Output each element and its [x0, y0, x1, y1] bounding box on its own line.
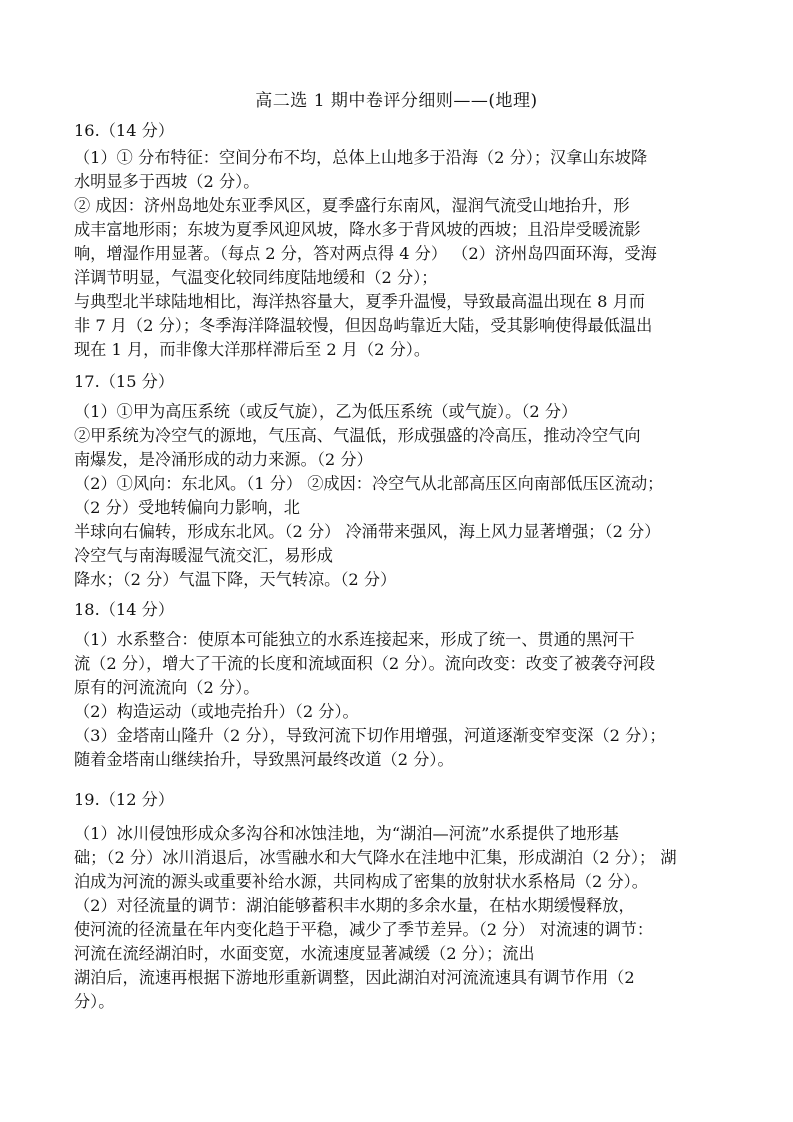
text-line: ②甲系统为冷空气的源地，气压高、气温低，形成强盛的冷高压，推动冷空气向 — [74, 426, 641, 445]
text-line: ② 成因：济州岛地处东亚季风区，夏季盛行东南风，湿润气流受山地抬升，形 — [74, 196, 630, 215]
text-line: 洋调节明显，气温变化较同纬度陆地缓和（2 分）； — [74, 268, 438, 287]
text-line: 降水；（2 分）气温下降，天气转凉。（2 分） — [74, 570, 397, 589]
text-line: （1）冰川侵蚀形成众多沟谷和冰蚀洼地，为“湖泊—河流”水系提供了地形基 — [74, 824, 619, 843]
text-line: （1）①甲为高压系统（或反气旋），乙为低压系统（或气旋）。（2 分） — [74, 402, 578, 421]
text-line: 使河流的径流量在年内变化趋于平稳，减少了季节差异。（2 分） 对流速的调节： — [74, 920, 654, 939]
text-line: 水明显多于西坡（2 分）。 — [74, 172, 260, 191]
text-line: 现在 1 月，而非像大洋那样滞后至 2 月（2 分）。 — [74, 340, 431, 359]
text-line: 随着金塔南山继续抬升，导致黑河最终改道（2 分）。 — [74, 750, 454, 769]
text-line: 响，增湿作用显著。（每点 2 分，答对两点得 4 分） （2）济州岛四面环海，受海 — [74, 244, 657, 263]
text-line: 成丰富地形雨；东坡为夏季风迎风坡，降水多于背风坡的西坡；且沿岸受暖流影 — [74, 220, 641, 239]
text-line: （2）对径流量的调节：湖泊能够蓄积丰水期的多余水量，在枯水期缓慢释放， — [74, 896, 635, 915]
text-line: 泊成为河流的源头或重要补给水源，共同构成了密集的放射状水系格局（2 分）。 — [74, 872, 648, 891]
text-line: 河流在流经湖泊时，水面变宽，水流速度显著减缓（2 分）；流出 — [74, 944, 535, 963]
text-line: 湖泊后，流速再根据下游地形重新调整，因此湖泊对河流流速具有调节作用（2 — [74, 968, 635, 987]
question-16-header: 16.（14 分） — [74, 121, 175, 140]
question-19-header: 19.（12 分） — [74, 790, 175, 809]
text-line: （3）金塔南山隆升（2 分），导致河流下切作用增强，河道逐渐变窄变深（2 分）； — [74, 726, 666, 745]
text-line: 流（2 分），增大了干流的长度和流域面积（2 分）。流向改变：改变了被袭夺河段 — [74, 654, 656, 673]
page-title: 高二选 1 期中卷评分细则——(地理) — [255, 91, 538, 111]
text-line: 分）。 — [74, 992, 115, 1011]
text-line: （2）构造运动（或地壳抬升）（2 分）。 — [74, 702, 359, 721]
question-18-header: 18.（14 分） — [74, 600, 175, 619]
text-line: 原有的河流流向（2 分）。 — [74, 678, 260, 697]
text-line: 冷空气与南海暖湿气流交汇，易形成 — [74, 546, 333, 565]
text-line: 非 7 月（2 分）；冬季海洋降温较慢，但因岛屿靠近大陆，受其影响使得最低温出 — [74, 316, 653, 335]
text-line: 础；（2 分）冰川消退后，冰雪融水和大气降水在洼地中汇集，形成湖泊（2 分）； 湖 — [74, 848, 677, 867]
text-line: 半球向右偏转，形成东北风。（2 分） 冷涌带来强风，海上风力显著增强；（2 分） — [74, 522, 661, 541]
text-line: （2 分）受地转偏向力影响，北 — [74, 498, 300, 517]
text-line: 与典型北半球陆地相比，海洋热容量大，夏季升温慢，导致最高温出现在 8 月而 — [74, 292, 645, 311]
text-line: （1）水系整合：使原本可能独立的水系连接起来，形成了统一、贯通的黑河干 — [74, 630, 635, 649]
text-line: 南爆发，是冷涌形成的动力来源。（2 分） — [74, 450, 373, 469]
text-line: （1）① 分布特征：空间分布不均，总体上山地多于沿海（2 分）；汉拿山东坡降 — [74, 148, 648, 167]
question-17-header: 17.（15 分） — [74, 372, 175, 391]
text-line: （2）①风向：东北风。（1 分） ②成因：冷空气从北部高压区向南部低压区流动； — [74, 474, 664, 493]
